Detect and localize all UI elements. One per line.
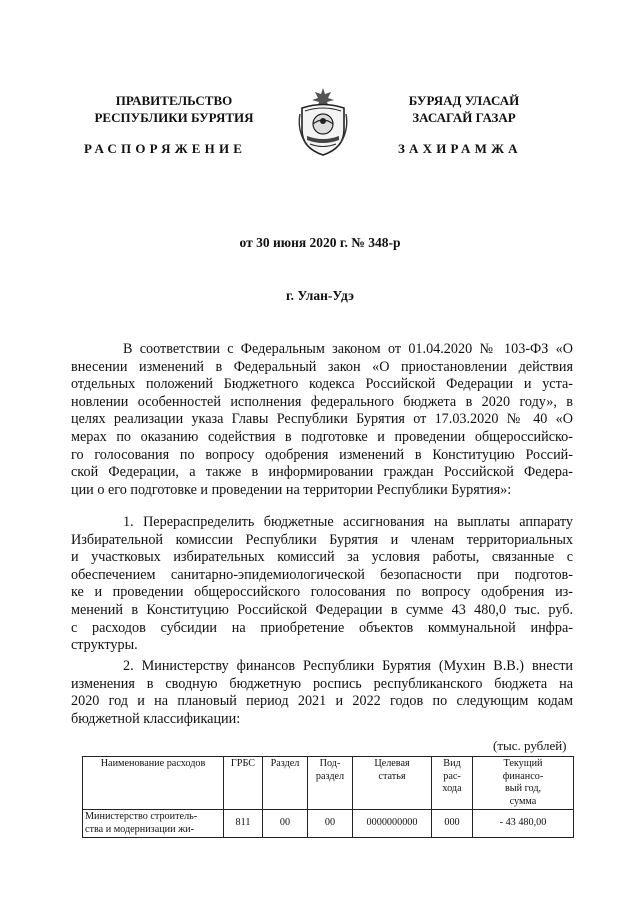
budget-table bbox=[82, 756, 574, 838]
item-1-paragraph bbox=[71, 514, 573, 655]
document-date-number: от 30 июня 2020 г. № 348-р bbox=[239, 235, 401, 250]
text-line: обеспечением санитарно-эпидемиологической безопасности при подготов- bbox=[71, 566, 573, 583]
text-line: мерах по оказанию содействия в подготовке и проведении общероссийско- bbox=[71, 428, 573, 445]
cell-section: 00 bbox=[263, 810, 308, 838]
table-units: (тыс. рублей) bbox=[493, 738, 567, 753]
text-line: 1. Перераспределить бюджетные ассигнования на выплаты аппарату bbox=[123, 514, 573, 530]
text-line: структуры. bbox=[71, 637, 138, 654]
order-title-buryat: ЗАХИРАМЖА bbox=[398, 141, 522, 156]
government-name-russian bbox=[74, 92, 274, 126]
cell-target: 0000000000 bbox=[353, 810, 432, 838]
text-line: Избирательной комиссии Республики Бурятия и членам территориальных bbox=[71, 531, 573, 548]
text-line: го голосования по вопросу одобрения изменений в Конституцию Россий- bbox=[71, 446, 573, 463]
document-city: г. Улан-Удэ bbox=[286, 288, 354, 303]
cell-kind: 000 bbox=[432, 810, 473, 838]
text-line: изменения в сводную бюджетную роспись республиканского бюджета на bbox=[71, 675, 573, 692]
col-header-name: Наименование расходов bbox=[83, 757, 224, 810]
col-header-kind: Вид рас- хода bbox=[432, 757, 473, 810]
col-header-section: Раздел bbox=[263, 757, 308, 810]
text-line: менений в Конституцию Российской Федерации в сумме 43 480,0 тыс. руб. bbox=[71, 601, 573, 618]
text-line: ке и проведении общероссийского голосования по вопросу одобрения из- bbox=[71, 584, 573, 601]
coat-of-arms-icon bbox=[296, 84, 350, 158]
text-line: и участковых избирательных комиссий за условия работы, связанные с bbox=[71, 549, 573, 566]
text-line: с расходов субсидии на приобретение объектов коммунальной инфра- bbox=[71, 619, 573, 636]
buryat-line-1: БУРЯАД УЛАСАЙ bbox=[408, 93, 520, 108]
text-line: внесении изменений в Федеральный закон «О приостановлении действия bbox=[71, 358, 573, 375]
government-name-buryat bbox=[374, 92, 554, 126]
text-line: бюджетной классификации: bbox=[71, 710, 241, 727]
government-line-2: РЕСПУБЛИКИ БУРЯТИЯ bbox=[94, 110, 254, 125]
buryat-line-2: ЗАСАГАЙ ГАЗАР bbox=[412, 110, 516, 125]
item-2-paragraph bbox=[71, 658, 573, 728]
text-line: ской Федерации, а также в информировании граждан Российской Федера- bbox=[71, 464, 573, 481]
order-title-russian: РАСПОРЯЖЕНИЕ bbox=[84, 141, 247, 156]
text-line: 2. Министерству финансов Республики Бурятия (Мухин В.В.) внести bbox=[123, 658, 573, 674]
table-row bbox=[83, 810, 574, 838]
cell-subsection: 00 bbox=[308, 810, 353, 838]
col-header-current-year: Текущий финансо- вый год, сумма bbox=[473, 757, 574, 810]
cell-sum: - 43 480,00 bbox=[473, 810, 574, 838]
preamble-paragraph bbox=[71, 341, 573, 499]
government-line-1: ПРАВИТЕЛЬСТВО bbox=[115, 93, 233, 108]
cell-name: Министерство строитель- ства и модернизации жи- bbox=[83, 810, 224, 838]
text-line: новлении особенностей исполнения федерального бюджета в 2020 году», в bbox=[71, 393, 573, 410]
text-line: ции о его подготовке и проведении на территории Республики Бурятия»: bbox=[71, 481, 512, 498]
text-line: целях реализации указа Главы Республики Бурятия от 17.03.2020 № 40 «О bbox=[71, 411, 573, 428]
col-header-target: Целевая статья bbox=[353, 757, 432, 810]
col-header-grbs: ГРБС bbox=[224, 757, 263, 810]
text-line: 2020 год и на плановый период 2021 и 2022 годов по следующим кодам bbox=[71, 693, 573, 710]
table-header-row bbox=[83, 757, 574, 810]
col-header-subsection: Под- раздел bbox=[308, 757, 353, 810]
text-line: В соответствии с Федеральным законом от 01.04.2020 № 103-ФЗ «О bbox=[123, 341, 573, 357]
cell-grbs: 811 bbox=[224, 810, 263, 838]
text-line: отдельных положений Бюджетного кодекса Российской Федерации и уста- bbox=[71, 376, 573, 393]
